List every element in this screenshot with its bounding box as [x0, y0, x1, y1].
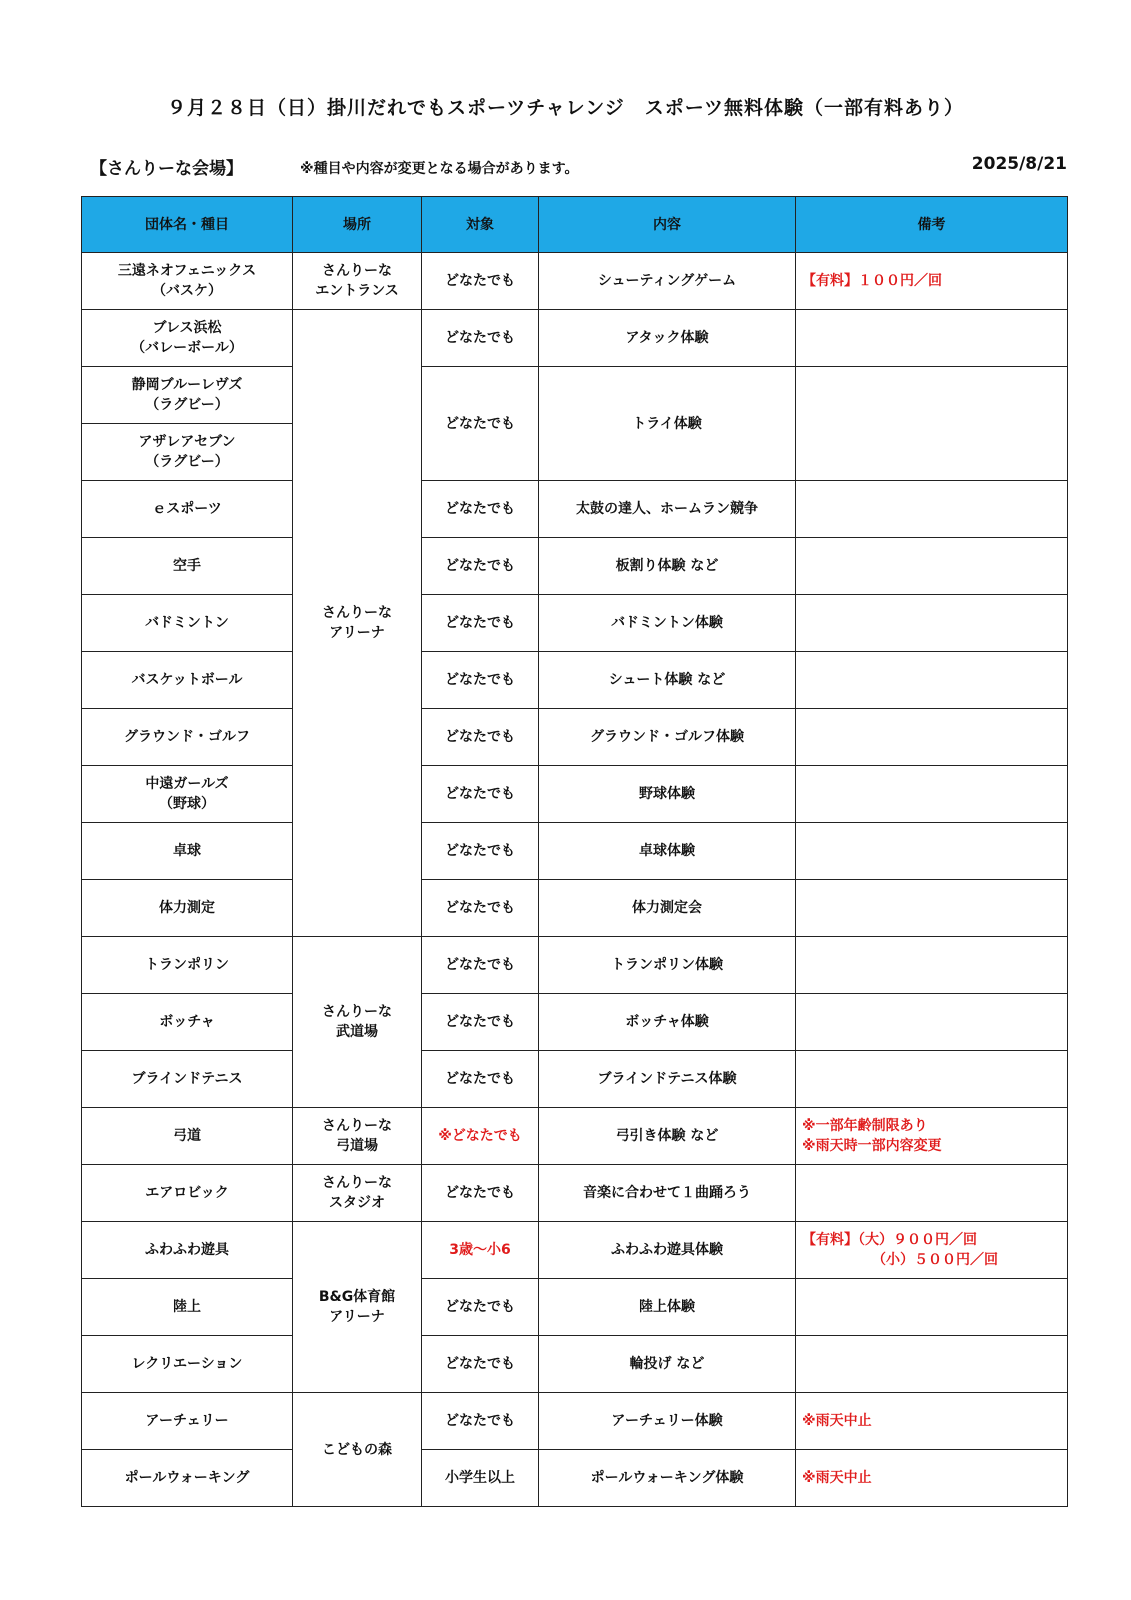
team-cell: ポールウォーキング [82, 1450, 293, 1507]
target-cell: ※どなたでも [422, 1108, 539, 1165]
content-cell: ポールウォーキング体験 [539, 1450, 796, 1507]
memo-cell [796, 367, 1068, 481]
content-cell: アーチェリー体験 [539, 1393, 796, 1450]
memo-line: 【有料】１００円／回 [802, 273, 942, 289]
team-cell: ふわふわ遊具 [82, 1222, 293, 1279]
table-row [82, 1393, 1068, 1450]
header-memo: 備考 [796, 197, 1068, 253]
team-cell: ブレス浜松 （バレーボール） [82, 310, 293, 367]
content-cell: 陸上体験 [539, 1279, 796, 1336]
memo-cell [796, 481, 1068, 538]
team-cell: トランポリン [82, 937, 293, 994]
table-row [82, 538, 1068, 595]
memo-line: ※雨天時一部内容変更 [802, 1138, 942, 1154]
memo-cell [796, 1279, 1068, 1336]
table-row [82, 595, 1068, 652]
memo-line: ※一部年齢制限あり [802, 1118, 928, 1134]
table-row [82, 994, 1068, 1051]
page-title: ９月２８日（日）掛川だれでもスポーツチャレンジ スポーツ無料体験（一部有料あり） [167, 97, 964, 119]
team-cell: ｅスポーツ [82, 481, 293, 538]
table-row [82, 880, 1068, 937]
content-cell: 弓引き体験 など [539, 1108, 796, 1165]
target-cell: どなたでも [422, 652, 539, 709]
content-cell: 輪投げ など [539, 1336, 796, 1393]
team-cell: ブラインドテニス [82, 1051, 293, 1108]
place-cell: さんりーな アリーナ [293, 310, 422, 937]
team-cell: アザレアセブン （ラグビー） [82, 424, 293, 481]
table-row [82, 1279, 1068, 1336]
memo-cell [796, 1336, 1068, 1393]
table-row [82, 253, 1068, 310]
table-row [82, 652, 1068, 709]
team-cell: 弓道 [82, 1108, 293, 1165]
target-cell: どなたでも [422, 538, 539, 595]
content-cell: シューティングゲーム [539, 253, 796, 310]
table-row [82, 709, 1068, 766]
content-cell: 卓球体験 [539, 823, 796, 880]
team-cell: 体力測定 [82, 880, 293, 937]
team-cell: ボッチャ [82, 994, 293, 1051]
memo-cell [796, 310, 1068, 367]
memo-cell [796, 1222, 1068, 1279]
memo-cell [796, 538, 1068, 595]
memo-cell [796, 823, 1068, 880]
target-cell: どなたでも [422, 367, 539, 481]
table-row [82, 1108, 1068, 1165]
header-team: 団体名・種目 [82, 197, 293, 253]
memo-cell [796, 937, 1068, 994]
target-cell: 3歳～小6 [422, 1222, 539, 1279]
team-cell: 中遠ガールズ （野球） [82, 766, 293, 823]
table-row [82, 1450, 1068, 1507]
team-cell: エアロビック [82, 1165, 293, 1222]
schedule-table [81, 196, 1068, 1507]
table-row [82, 481, 1068, 538]
target-cell: どなたでも [422, 1393, 539, 1450]
target-cell: どなたでも [422, 481, 539, 538]
content-cell: 板割り体験 など [539, 538, 796, 595]
team-cell: 卓球 [82, 823, 293, 880]
table-row [82, 823, 1068, 880]
memo-cell [796, 880, 1068, 937]
content-cell: ボッチャ体験 [539, 994, 796, 1051]
target-cell: どなたでも [422, 1165, 539, 1222]
team-cell: バドミントン [82, 595, 293, 652]
table-row [82, 1051, 1068, 1108]
memo-cell [796, 652, 1068, 709]
memo-cell [796, 1051, 1068, 1108]
team-cell: 静岡ブルーレヴズ （ラグビー） [82, 367, 293, 424]
venue-label: 【さんりーな会場】 [90, 159, 243, 179]
content-cell: 音楽に合わせて１曲踊ろう [539, 1165, 796, 1222]
content-cell: 体力測定会 [539, 880, 796, 937]
target-cell: どなたでも [422, 1051, 539, 1108]
table-row [82, 367, 1068, 424]
target-cell: どなたでも [422, 253, 539, 310]
table-row [82, 310, 1068, 367]
place-cell: さんりーな エントランス [293, 253, 422, 310]
content-cell: バドミントン体験 [539, 595, 796, 652]
team-cell: 空手 [82, 538, 293, 595]
target-cell: 小学生以上 [422, 1450, 539, 1507]
memo-cell [796, 1165, 1068, 1222]
memo-line: ※雨天中止 [802, 1470, 872, 1486]
place-cell: さんりーな 武道場 [293, 937, 422, 1108]
team-cell: グラウンド・ゴルフ [82, 709, 293, 766]
content-cell: ブラインドテニス体験 [539, 1051, 796, 1108]
table-row [82, 766, 1068, 823]
team-cell: アーチェリー [82, 1393, 293, 1450]
memo-cell [796, 994, 1068, 1051]
memo-line: ※雨天中止 [802, 1413, 872, 1429]
header-target: 対象 [422, 197, 539, 253]
target-cell: どなたでも [422, 823, 539, 880]
target-cell: どなたでも [422, 595, 539, 652]
memo-cell [796, 253, 1068, 310]
content-cell: シュート体験 など [539, 652, 796, 709]
memo-cell [796, 709, 1068, 766]
content-cell: 野球体験 [539, 766, 796, 823]
content-cell: トライ体験 [539, 367, 796, 481]
content-cell: 太鼓の達人、ホームラン競争 [539, 481, 796, 538]
target-cell: どなたでも [422, 766, 539, 823]
team-cell: レクリエーション [82, 1336, 293, 1393]
change-note: ※種目や内容が変更となる場合があります。 [300, 161, 579, 177]
content-cell: ふわふわ遊具体験 [539, 1222, 796, 1279]
table-row [82, 1165, 1068, 1222]
content-cell: トランポリン体験 [539, 937, 796, 994]
header-content: 内容 [539, 197, 796, 253]
team-cell: 陸上 [82, 1279, 293, 1336]
target-cell: どなたでも [422, 709, 539, 766]
memo-line: 【有料】（大）９００円／回 [802, 1232, 977, 1248]
team-cell: バスケットボール [82, 652, 293, 709]
memo-cell [796, 1108, 1068, 1165]
place-cell: B&G体育館 アリーナ [293, 1222, 422, 1393]
table-header-row [82, 197, 1068, 253]
place-cell: こどもの森 [293, 1393, 422, 1507]
memo-cell [796, 1393, 1068, 1450]
target-cell: どなたでも [422, 1279, 539, 1336]
table-row [82, 937, 1068, 994]
content-cell: アタック体験 [539, 310, 796, 367]
team-cell: 三遠ネオフェニックス （バスケ） [82, 253, 293, 310]
memo-line: （小）５００円／回 [872, 1252, 998, 1268]
content-cell: グラウンド・ゴルフ体験 [539, 709, 796, 766]
memo-cell [796, 595, 1068, 652]
memo-cell [796, 766, 1068, 823]
place-cell: さんりーな 弓道場 [293, 1108, 422, 1165]
table-row [82, 1222, 1068, 1279]
target-cell: どなたでも [422, 310, 539, 367]
memo-cell [796, 1450, 1068, 1507]
table-row [82, 1336, 1068, 1393]
header-place: 場所 [293, 197, 422, 253]
target-cell: どなたでも [422, 937, 539, 994]
target-cell: どなたでも [422, 994, 539, 1051]
target-cell: どなたでも [422, 1336, 539, 1393]
place-cell: さんりーな スタジオ [293, 1165, 422, 1222]
document-date: 2025/8/21 [971, 154, 1067, 174]
target-cell: どなたでも [422, 880, 539, 937]
